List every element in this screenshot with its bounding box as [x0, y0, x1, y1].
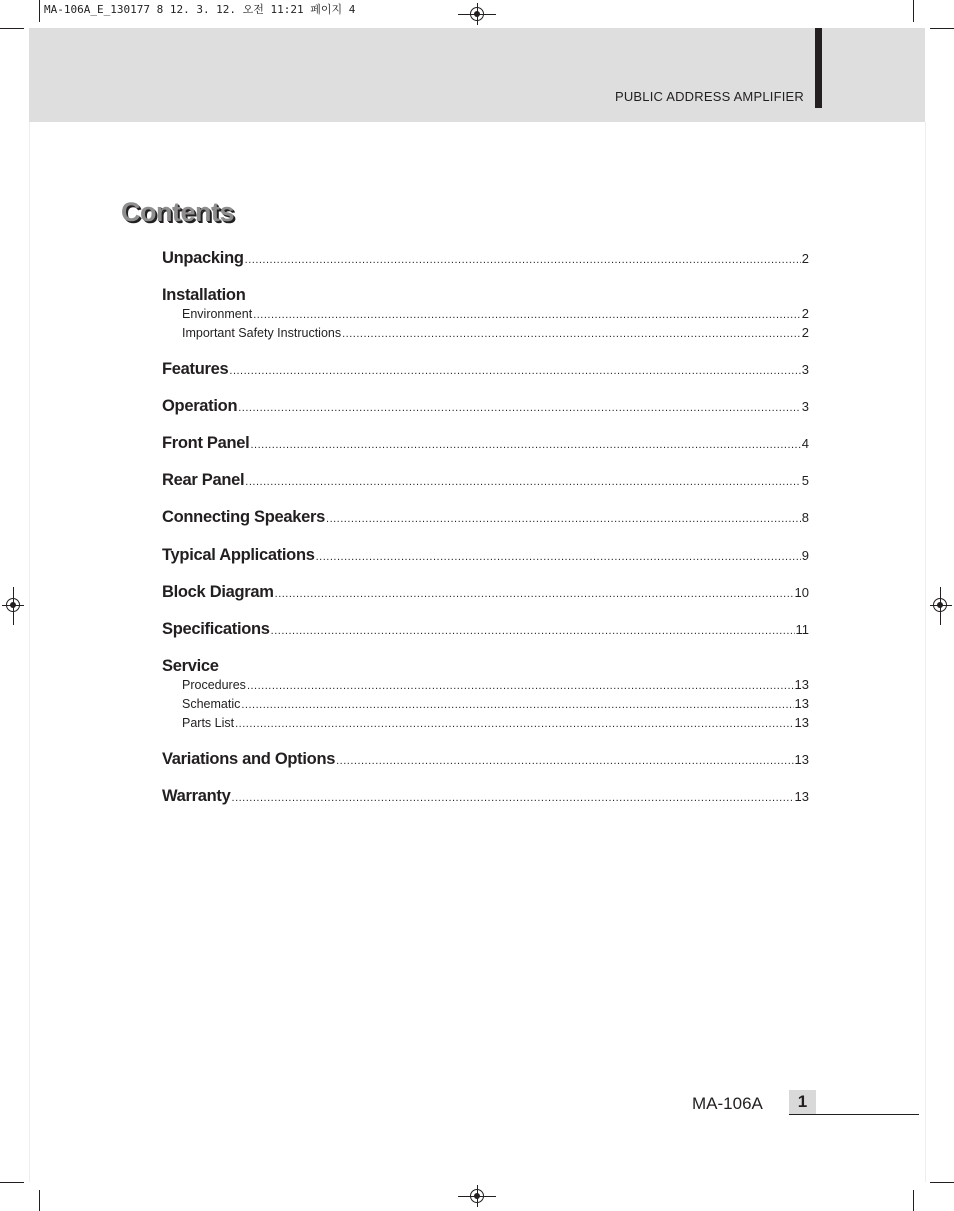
- crop-mark: [913, 1190, 914, 1211]
- crop-mark: [0, 28, 24, 29]
- footer-page-number: 1: [789, 1090, 816, 1114]
- toc-entry-page: 2: [801, 306, 809, 321]
- toc-entry-label: Features: [162, 360, 229, 378]
- toc-entry-page: 9: [801, 548, 809, 563]
- toc-entry-label: Connecting Speakers: [162, 508, 326, 526]
- toc-entry-page: 13: [794, 677, 809, 692]
- toc-entry-variations-and-options[interactable]: [162, 750, 809, 769]
- toc-entry-environment[interactable]: [162, 306, 809, 321]
- toc-entry-label: Specifications: [162, 620, 270, 638]
- crop-mark: [930, 1182, 954, 1183]
- toc-entry-page: 11: [795, 622, 809, 637]
- dot-leader: [241, 699, 793, 711]
- toc-entry-warranty[interactable]: [162, 787, 809, 806]
- dot-leader: [245, 254, 801, 266]
- toc-entry-block-diagram[interactable]: [162, 583, 809, 602]
- toc-entry-procedures[interactable]: [162, 677, 809, 692]
- dot-leader: [326, 513, 801, 525]
- toc-entry-page: 10: [794, 585, 809, 600]
- dot-leader: [275, 588, 794, 600]
- crop-mark: [39, 1190, 40, 1211]
- toc-entry-typical-applications[interactable]: [162, 546, 809, 565]
- page-title: Contents: [121, 197, 234, 227]
- toc-entry-label: Rear Panel: [162, 471, 245, 489]
- toc-entry-label: Schematic: [182, 697, 241, 711]
- toc-entry-front-panel[interactable]: [162, 434, 809, 453]
- toc-entry-page: 13: [794, 696, 809, 711]
- dot-leader: [253, 309, 801, 321]
- toc-entry-label: Operation: [162, 397, 238, 415]
- crop-mark: [39, 0, 40, 22]
- toc-entry-parts-list[interactable]: [162, 715, 809, 730]
- toc-entry-rear-panel[interactable]: [162, 471, 809, 490]
- dot-leader: [229, 365, 800, 377]
- toc-entry-page: 4: [801, 436, 809, 451]
- toc-heading-installation: Installation: [162, 286, 246, 304]
- header-band: [29, 28, 925, 122]
- toc-entry-page: 13: [794, 789, 809, 804]
- page-edge-left: [29, 122, 30, 1182]
- crop-mark: [930, 28, 954, 29]
- dot-leader: [316, 551, 801, 563]
- crop-mark: [913, 0, 914, 22]
- toc-entry-unpacking[interactable]: [162, 249, 809, 268]
- dot-leader: [238, 402, 801, 414]
- dot-leader: [336, 755, 793, 767]
- toc-entry-page: 2: [801, 325, 809, 340]
- page-edge-right: [925, 122, 926, 1182]
- dot-leader: [250, 439, 800, 451]
- toc-entry-label: Typical Applications: [162, 546, 315, 564]
- toc-entry-page: 13: [794, 715, 809, 730]
- toc-entry-label: Front Panel: [162, 434, 250, 452]
- toc-entry-page: 3: [801, 399, 809, 414]
- toc-entry-page: 3: [801, 362, 809, 377]
- toc-entry-schematic[interactable]: [162, 696, 809, 711]
- toc-entry-label: Variations and Options: [162, 750, 336, 768]
- toc-entry-specifications[interactable]: [162, 620, 809, 639]
- toc-entry-operation[interactable]: [162, 397, 809, 416]
- dot-leader: [271, 625, 795, 637]
- toc-entry-label: Important Safety Instructions: [182, 326, 342, 340]
- toc-entry-label: Unpacking: [162, 249, 244, 267]
- dot-leader: [342, 328, 801, 340]
- crop-mark: [0, 1182, 24, 1183]
- toc-entry-label: Parts List: [182, 716, 235, 730]
- toc-entry-connecting-speakers[interactable]: [162, 508, 809, 527]
- toc-entry-safety-instructions[interactable]: [162, 325, 809, 340]
- header-title: PUBLIC ADDRESS AMPLIFIER: [614, 89, 804, 104]
- dot-leader: [235, 718, 793, 730]
- toc-entry-features[interactable]: [162, 360, 809, 379]
- footer-model-name: MA-106A: [692, 1094, 763, 1113]
- toc-entry-page: 13: [794, 752, 809, 767]
- toc-entry-page: 5: [801, 473, 809, 488]
- dot-leader: [232, 792, 794, 804]
- toc-entry-label: Procedures: [182, 678, 246, 692]
- toc-entry-label: Warranty: [162, 787, 231, 805]
- printer-slug: MA-106A_E_130177 8 12. 3. 12. 오전 11:21 페이지 4: [44, 3, 356, 16]
- footer-rule: [789, 1114, 919, 1115]
- toc-entry-page: 2: [801, 251, 809, 266]
- toc-entry-label: Environment: [182, 307, 253, 321]
- toc-heading-service: Service: [162, 657, 219, 675]
- dot-leader: [245, 476, 800, 488]
- toc-entry-page: 8: [801, 510, 809, 525]
- toc-entry-label: Block Diagram: [162, 583, 274, 601]
- dot-leader: [247, 680, 794, 692]
- header-accent-bar: [815, 28, 822, 108]
